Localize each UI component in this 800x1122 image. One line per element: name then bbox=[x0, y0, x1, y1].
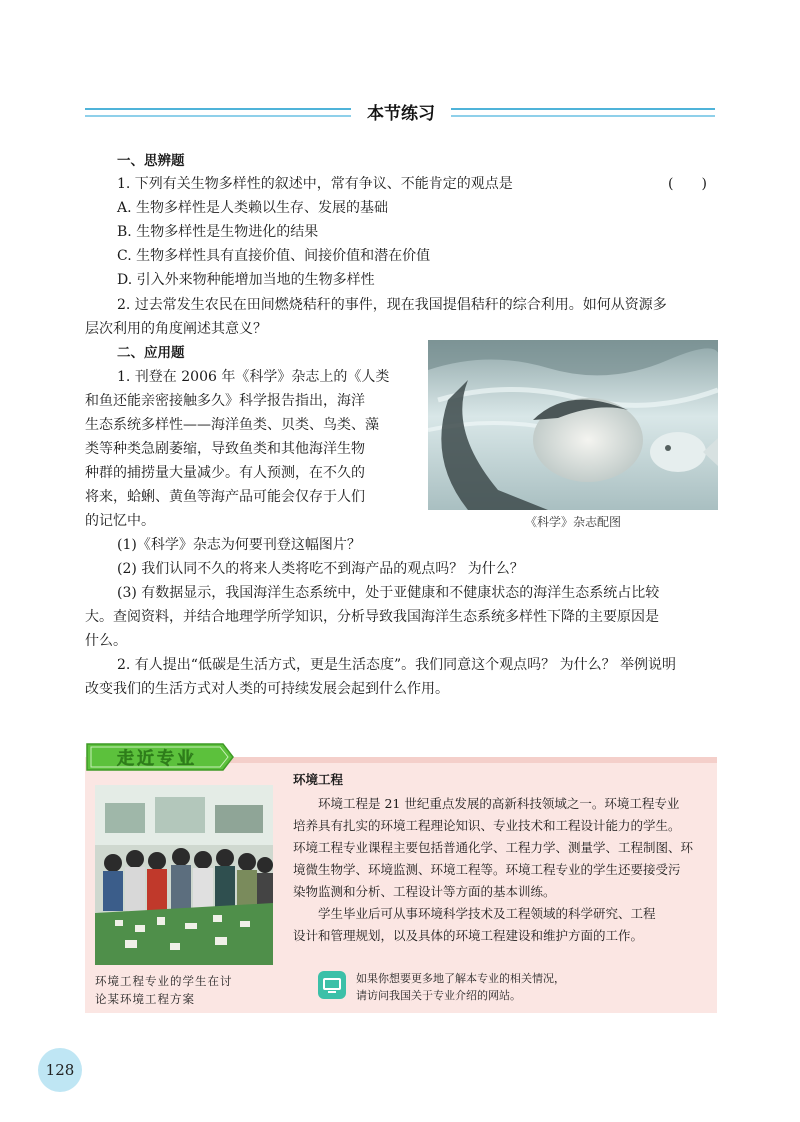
career-badge-text: 走近专业 bbox=[117, 749, 197, 769]
career-para1-line3: 环境工程专业课程主要包括普通化学、工程力学、测量学、工程制图、环 bbox=[293, 840, 694, 855]
question-2-1-line1: 1. 刊登在 2006 年《科学》杂志上的《人类 bbox=[117, 369, 390, 385]
panel-stripe bbox=[200, 757, 717, 763]
career-para2-line1: 学生毕业后可从事环境科学技术及工程领域的科学研究、工程 bbox=[318, 906, 656, 921]
option-c: C. 生物多样性具有直接价值、间接价值和潜在价值 bbox=[117, 248, 431, 264]
question-2-1-line3: 生态系统多样性——海洋鱼类、贝类、鸟类、藻 bbox=[85, 417, 379, 433]
career-para2-line2: 设计和管理规划，以及具体的环境工程建设和维护方面的工作。 bbox=[293, 928, 644, 943]
underwater-photo bbox=[428, 340, 718, 510]
question-1-2-line1: 2. 过去常发生农民在田间燃烧秸秆的事件，现在我国提倡秸秆的综合利用。如何从资源多 bbox=[117, 297, 667, 313]
career-para1-line1: 环境工程是 21 世纪重点发展的高新科技领域之一。环境工程专业 bbox=[318, 796, 680, 811]
question-2-1-line6: 将来，蛤蜊、黄鱼等海产品可能会仅存于人们 bbox=[85, 489, 365, 505]
career-para1-line2: 培养具有扎实的环境工程理论知识、专业技术和工程设计能力的学生。 bbox=[293, 818, 681, 833]
subquestion-3-line3: 什么。 bbox=[85, 633, 127, 649]
subquestion-3-line2: 大。查阅资料，并结合地理学所学知识，分析导致我国海洋生态系统多样性下降的主要原因是 bbox=[85, 609, 659, 625]
section-header bbox=[85, 96, 715, 130]
section1-title: 一、思辨题 bbox=[117, 153, 185, 169]
header-rule-left-2 bbox=[85, 115, 351, 117]
students-photo bbox=[95, 785, 273, 965]
option-a: A. 生物多样性是人类赖以生存、发展的基础 bbox=[117, 200, 389, 216]
question-2-1-line2: 和鱼还能亲密接触多久》科学报告指出，海洋 bbox=[85, 393, 365, 409]
question-1-1: 1. 下列有关生物多样性的叙述中，常有争议、不能肯定的观点是 bbox=[117, 176, 513, 192]
website-note-line1: 如果你想要更多地了解本专业的相关情况， bbox=[356, 972, 565, 985]
students-photo-caption bbox=[95, 972, 285, 1008]
photo-caption: 《科学》杂志配图 bbox=[524, 515, 621, 529]
question-2-1-line7: 的记忆中。 bbox=[85, 513, 155, 529]
header-rule-left bbox=[85, 108, 351, 110]
career-badge bbox=[85, 740, 235, 774]
subquestion-3-line1: (3) 有数据显示，我国海洋生态系统中，处于亚健康和不健康状态的海洋生态系统占比较 bbox=[117, 585, 660, 601]
page-title: 本节练习 bbox=[351, 99, 451, 124]
option-d: D. 引入外来物种能增加当地的生物多样性 bbox=[117, 272, 375, 288]
website-note-line2: 请访问我国关于专业介绍的网站。 bbox=[356, 989, 521, 1002]
subquestion-1: (1)《科学》杂志为何要刊登这幅图片？ bbox=[117, 537, 361, 553]
caption-line-1: 环境工程专业的学生在讨 bbox=[95, 974, 233, 988]
career-para1-line4: 境微生物学、环境监测、环境工程等。环境工程专业的学生还要接受污 bbox=[293, 862, 681, 877]
career-title: 环境工程 bbox=[293, 772, 344, 787]
question-2-1-line5: 种群的捕捞量大量减少。有人预测，在不久的 bbox=[85, 465, 365, 481]
website-icon bbox=[317, 970, 347, 1000]
section2-title: 二、应用题 bbox=[117, 345, 185, 361]
question-2-2-line1: 2. 有人提出“低碳是生活方式，更是生活态度”。我们同意这个观点吗？ 为什么？ 举例说明 bbox=[117, 657, 677, 673]
answer-bracket: ( ) bbox=[668, 176, 707, 192]
caption-line-2: 论某环境工程方案 bbox=[95, 992, 195, 1006]
question-1-2-line2: 层次利用的角度阐述其意义？ bbox=[85, 321, 267, 337]
subquestion-2: (2) 我们认同不久的将来人类将吃不到海产品的观点吗？ 为什么？ bbox=[117, 561, 524, 577]
question-2-2-line2: 改变我们的生活方式对人类的可持续发展会起到什么作用。 bbox=[85, 681, 449, 697]
header-rule-right bbox=[451, 108, 715, 110]
page-number: 128 bbox=[38, 1048, 82, 1092]
header-rule-right-2 bbox=[451, 115, 715, 117]
option-b: B. 生物多样性是生物进化的结果 bbox=[117, 224, 319, 240]
question-2-1-line4: 类等种类急剧萎缩，导致鱼类和其他海洋生物 bbox=[85, 441, 365, 457]
career-para1-line5: 染物监测和分析、工程设计等方面的基本训练。 bbox=[293, 884, 556, 899]
